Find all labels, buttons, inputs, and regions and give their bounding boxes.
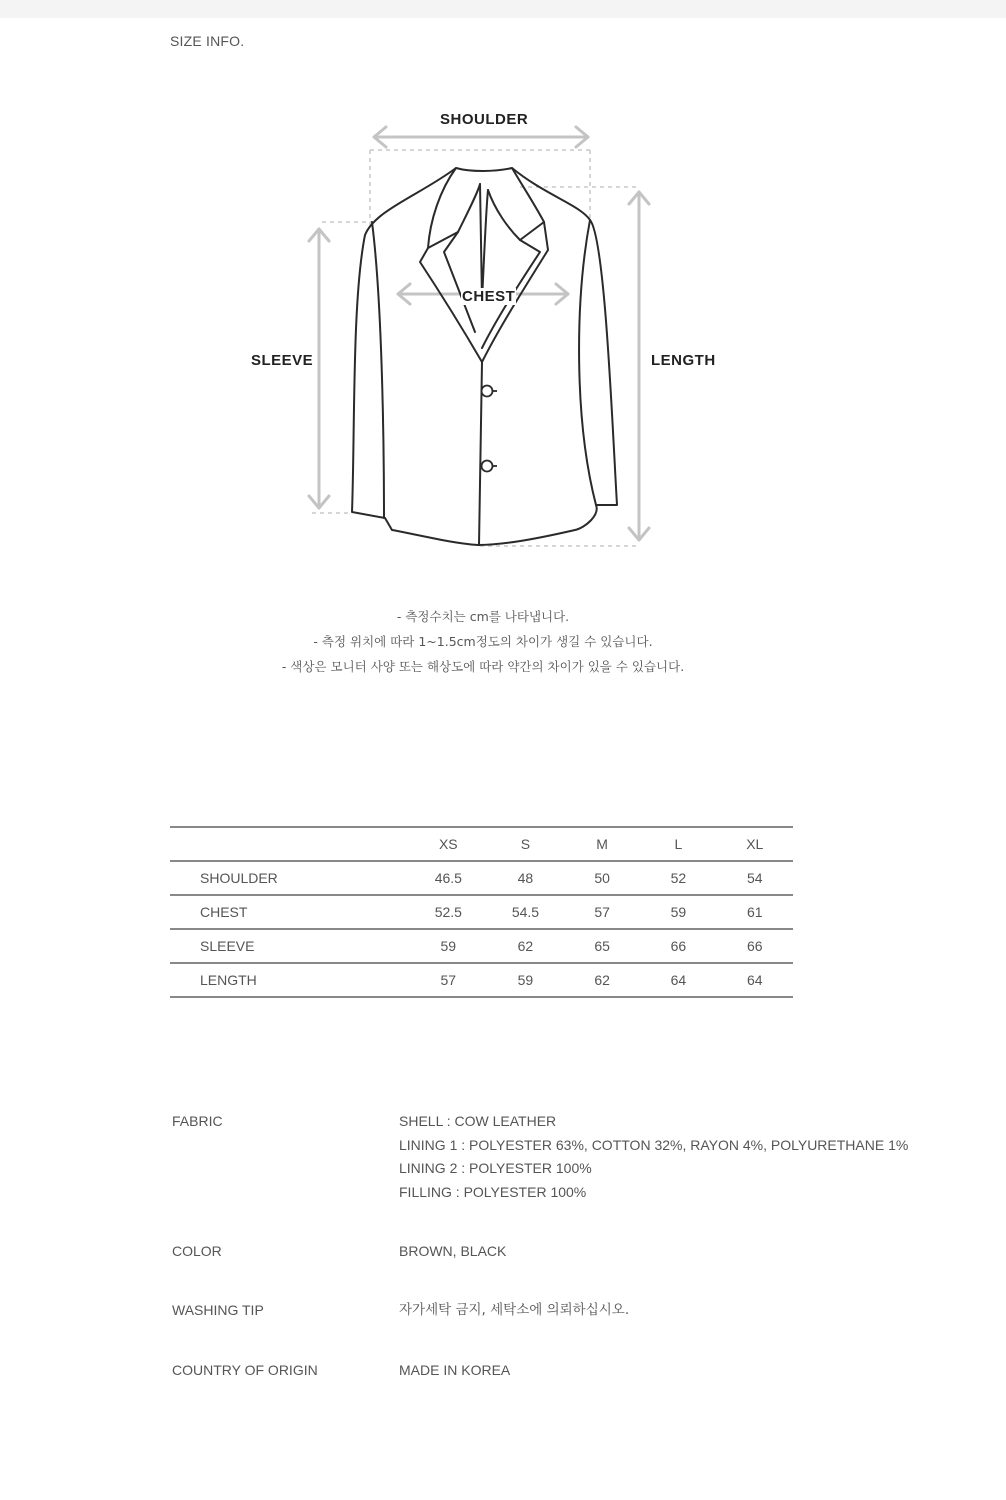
fabric-values bbox=[399, 1110, 908, 1204]
col-header: S bbox=[487, 827, 564, 861]
origin-values bbox=[399, 1359, 510, 1383]
button-upper bbox=[482, 386, 493, 397]
table-cell: 52.5 bbox=[410, 895, 487, 929]
washing-value: 자가세탁 금지, 세탁소에 의뢰하십시오. bbox=[399, 1302, 630, 1318]
fabric-filling: FILLING : POLYESTER 100% bbox=[399, 1183, 587, 1200]
color-value: BROWN, BLACK bbox=[399, 1243, 507, 1259]
table-cell: 54 bbox=[746, 870, 763, 886]
fabric-lining-2: LINING 2 : POLYESTER 100% bbox=[399, 1160, 592, 1176]
fabric-shell: SHELL : COW LEATHER bbox=[399, 1113, 557, 1129]
note-unit: - 측정수치는 cm를 나타냅니다. bbox=[396, 609, 570, 624]
note-color: - 색상은 모니터 사양 또는 해상도에 따라 약간의 차이가 있을 수 있습니다. bbox=[281, 659, 685, 674]
table-cell: 46.5 bbox=[434, 870, 462, 886]
table-cell: 66 bbox=[717, 929, 793, 963]
washing-values bbox=[399, 1299, 629, 1323]
table-cell: 48 bbox=[517, 870, 534, 886]
note-tolerance: - 측정 위치에 따라 1~1.5cm정도의 차이가 생길 수 있습니다. bbox=[313, 634, 653, 649]
length-label: LENGTH bbox=[651, 352, 716, 369]
shoulder-label: SHOULDER bbox=[440, 111, 529, 128]
table-cell: 59 bbox=[487, 963, 564, 997]
table-cell: 59 bbox=[640, 895, 716, 929]
washing-label: WASHING TIP bbox=[172, 1302, 264, 1318]
table-cell: 57 bbox=[564, 895, 640, 929]
section-title: SIZE INFO. bbox=[170, 33, 245, 49]
table-cell: 50 bbox=[594, 870, 610, 886]
table-cell: 62 bbox=[487, 929, 564, 963]
col-header: XL bbox=[717, 827, 793, 861]
color-label: COLOR bbox=[172, 1243, 222, 1259]
header-blank bbox=[170, 827, 410, 861]
row-label: CHEST bbox=[170, 895, 410, 929]
size-table bbox=[170, 826, 793, 998]
row-label: SHOULDER bbox=[200, 870, 278, 886]
table-cell: 61 bbox=[717, 895, 793, 929]
button-lower bbox=[482, 461, 493, 472]
fabric-lining-1: LINING 1 : POLYESTER 63%, COTTON 32%, RAYON 4%, POLYURETHANE 1% bbox=[399, 1136, 909, 1153]
table-row bbox=[170, 895, 793, 929]
jacket-outline bbox=[352, 168, 617, 545]
fabric-label: FABRIC bbox=[172, 1113, 223, 1129]
table-cell: 57 bbox=[410, 963, 487, 997]
table-cell: 54.5 bbox=[487, 895, 564, 929]
table-cell: 64 bbox=[717, 963, 793, 997]
table-cell: 64 bbox=[640, 963, 716, 997]
shoulder-arrow bbox=[374, 127, 588, 147]
col-header: XS bbox=[410, 827, 487, 861]
sleeve-label: SLEEVE bbox=[251, 352, 314, 369]
color-values bbox=[399, 1240, 506, 1264]
table-cell: 62 bbox=[564, 963, 640, 997]
table-cell: 59 bbox=[410, 929, 487, 963]
origin-label: COUNTRY OF ORIGIN bbox=[172, 1362, 318, 1378]
table-row bbox=[170, 929, 793, 963]
col-header: L bbox=[640, 827, 716, 861]
length-arrow bbox=[629, 192, 649, 540]
row-label: LENGTH bbox=[170, 963, 410, 997]
origin-value: MADE IN KOREA bbox=[399, 1362, 511, 1378]
table-row bbox=[170, 861, 793, 895]
table-row bbox=[170, 963, 793, 997]
table-cell: 52 bbox=[670, 870, 687, 886]
chest-label: CHEST bbox=[462, 288, 516, 305]
measurement-notes bbox=[0, 604, 966, 679]
col-header: M bbox=[564, 827, 640, 861]
table-cell: 66 bbox=[640, 929, 716, 963]
jacket-buttons bbox=[482, 386, 498, 472]
size-table-header bbox=[170, 827, 793, 861]
row-label: SLEEVE bbox=[170, 929, 410, 963]
table-cell: 65 bbox=[564, 929, 640, 963]
